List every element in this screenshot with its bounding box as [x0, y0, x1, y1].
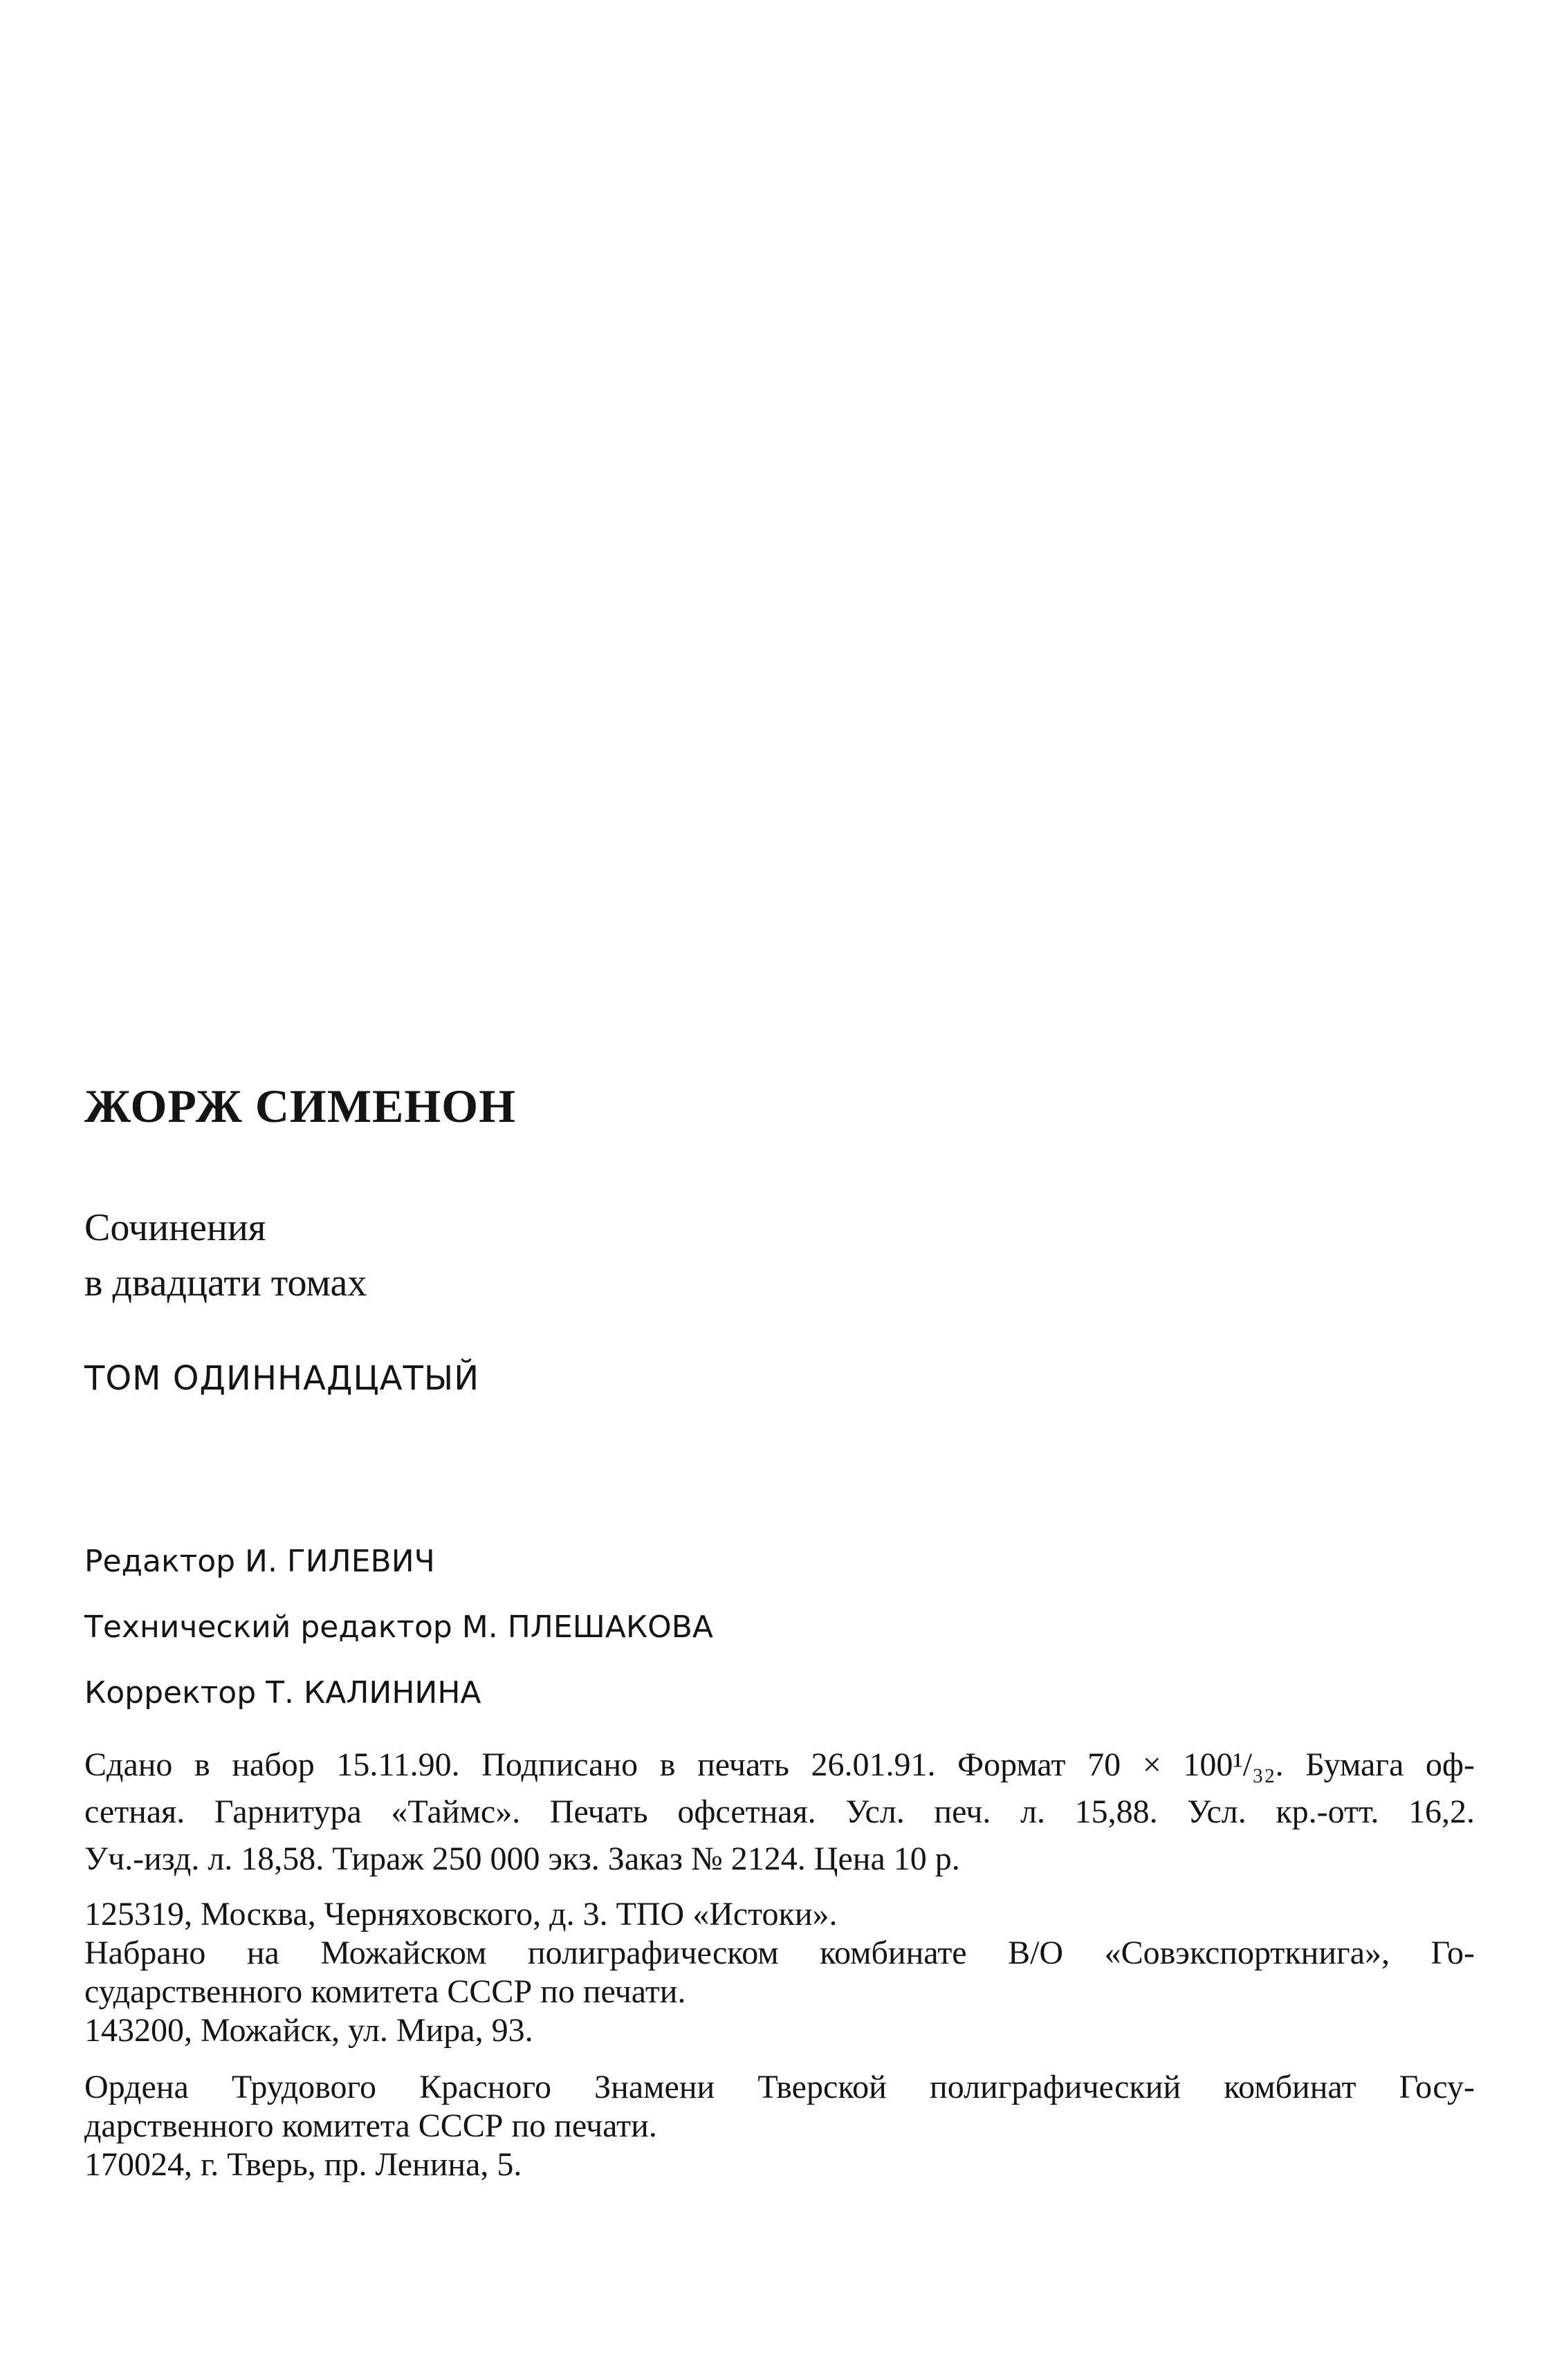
editor-credit: Редактор И. ГИЛЕВИЧ [84, 1544, 435, 1579]
publisher-line-4: 143200, Можайск, ул. Мира, 93. [84, 2012, 533, 2049]
tech-editor-credit: Технический редактор М. ПЛЕШАКОВА [84, 1609, 714, 1645]
imprint-line-3: Уч.-изд. л. 18,58. Тираж 250 000 экз. Заказ № 2124. Цена 10 р. [84, 1841, 960, 1877]
printer-line-2: дарственного комитета СССР по печати. [84, 2107, 657, 2144]
volume-title: ТОМ ОДИННАДЦАТЫЙ [84, 1359, 480, 1398]
proofreader-credit: Корректор Т. КАЛИНИНА [84, 1675, 481, 1710]
imprint-line-1: Сдано в набор 15.11.90. Подписано в печать 26.01.91. Формат 70 × 100¹/₃₂. Бумага оф- [84, 1746, 1475, 1783]
printer-line-3: 170024, г. Тверь, пр. Ленина, 5. [84, 2146, 522, 2183]
series-subtitle [84, 1200, 367, 1311]
subtitle-line-2: в двадцати томах [84, 1262, 367, 1304]
publisher-address [84, 1895, 1475, 2050]
publisher-line-3: сударственного комитета СССР по печати. [84, 1973, 686, 2010]
imprint-line-2: сетная. Гарнитура «Таймс». Печать офсетная. Усл. печ. л. 15,88. Усл. кр.-отт. 16,2. [84, 1793, 1475, 1830]
publisher-line-1: 125319, Москва, Черняховского, д. 3. ТПО «Истоки». [84, 1896, 838, 1932]
credits-list [84, 1529, 713, 1726]
author-name: ЖОРЖ СИМЕНОН [84, 1080, 517, 1132]
subtitle-line-1: Сочинения [84, 1206, 266, 1249]
printer-line-1: Ордена Трудового Красного Знамени Тверской полиграфический комбинат Госу- [84, 2069, 1475, 2105]
imprint-details [84, 1742, 1475, 1883]
publisher-line-2: Набрано на Можайском полиграфическом комбинате В/О «Совэкспорткнига», Го- [84, 1935, 1475, 1971]
printer-address [84, 2068, 1475, 2184]
